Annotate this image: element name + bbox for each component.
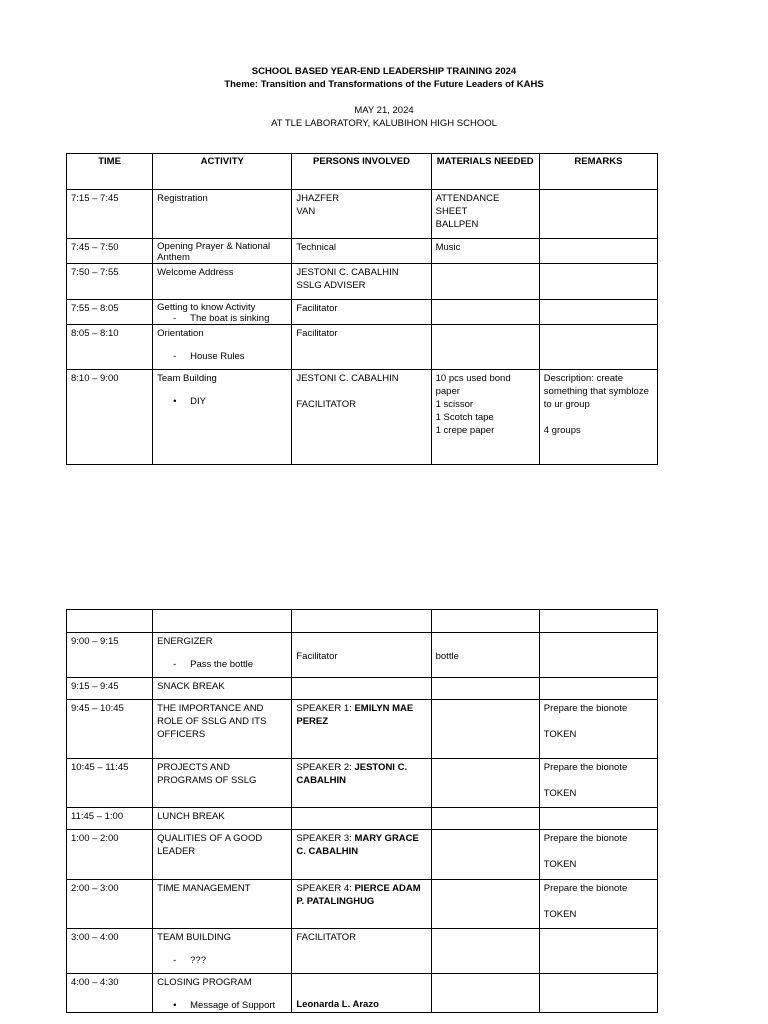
table-row (67, 239, 658, 264)
materials-cell (431, 325, 539, 370)
remarks-cell (539, 370, 657, 465)
time-cell: 9:15 – 9:45 (67, 678, 153, 700)
activity-bullet (157, 395, 287, 408)
material-item: SHEET (435, 206, 468, 217)
activity-cell (153, 929, 292, 974)
remarks-cell (539, 759, 657, 808)
table-row (67, 700, 658, 759)
materials-cell (431, 759, 539, 808)
bullet-icon: • (173, 396, 177, 407)
activity-cell: Registration (153, 190, 292, 239)
table-row (67, 678, 658, 700)
materials-cell (431, 300, 539, 325)
person-name: Leonarda L. Arazo (296, 999, 379, 1010)
activity-cell (153, 325, 292, 370)
time-cell: 10:45 – 11:45 (67, 759, 153, 808)
table-row (67, 759, 658, 808)
activity-bullet-text: Message of Support (190, 1000, 276, 1011)
activity-title: TEAM BUILDING (157, 932, 232, 943)
activity-subitem-text: The boat is sinking (190, 313, 270, 324)
column-header-activity: ACTIVITY (153, 154, 292, 190)
activity-cell: LUNCH BREAK (153, 808, 292, 830)
bullet-icon: • (173, 1000, 177, 1011)
remark-text: Prepare the bionote (543, 703, 628, 714)
remarks-cell (539, 190, 657, 239)
dash-icon: - (173, 313, 177, 324)
materials-cell (431, 264, 539, 300)
speaker-name: PIERCE ADAM P. PATALINGHUG (296, 883, 421, 907)
column-header-persons: PERSONS INVOLVED (292, 154, 431, 190)
persons-cell: Facilitator (292, 300, 431, 325)
table-row (67, 264, 658, 300)
materials-cell (431, 929, 539, 974)
person-name: JHAZFER (296, 193, 340, 204)
material-item: 10 pcs used bond paper (435, 373, 511, 397)
time-cell: 7:15 – 7:45 (67, 190, 153, 239)
remarks-cell (539, 325, 657, 370)
persons-cell (292, 759, 431, 808)
column-header-remarks: REMARKS (539, 154, 657, 190)
person-name: JESTONI C. CABALHIN (296, 267, 399, 278)
time-cell: 8:05 – 8:10 (67, 325, 153, 370)
persons-cell (292, 190, 431, 239)
materials-cell: Music (431, 239, 539, 264)
schedule-table-morning (66, 153, 658, 465)
material-item: ATTENDANCE (435, 193, 500, 204)
persons-cell: Facilitator (292, 325, 431, 370)
activity-title: ENERGIZER (157, 636, 213, 647)
activity-cell: TIME MANAGEMENT (153, 880, 292, 929)
remarks-cell (539, 808, 657, 830)
remarks-cell (539, 830, 657, 880)
activity-bullet (157, 999, 287, 1012)
table-row (67, 633, 658, 678)
table-row (67, 325, 658, 370)
remarks-cell (539, 700, 657, 759)
persons-cell: Facilitator (292, 633, 431, 678)
materials-cell (431, 370, 539, 465)
activity-subitem-text: House Rules (190, 351, 245, 362)
persons-cell (292, 678, 431, 700)
time-cell: 11:45 – 1:00 (67, 808, 153, 830)
table-header-row-empty (67, 610, 658, 633)
material-item: 1 Scotch tape (435, 412, 494, 423)
speaker-name: MARY GRACE C. CABALHIN (296, 833, 419, 857)
document-title: SCHOOL BASED YEAR-END LEADERSHIP TRAINING 2024 (251, 66, 517, 77)
remark-text: TOKEN (543, 859, 577, 870)
table-row (67, 808, 658, 830)
document-date: MAY 21, 2024 (354, 105, 414, 116)
activity-bullet-text: DIY (190, 396, 206, 407)
remark-text: Prepare the bionote (543, 762, 628, 773)
remarks-cell (539, 264, 657, 300)
materials-cell (431, 678, 539, 700)
speaker-label: SPEAKER 1: (296, 703, 352, 714)
speaker-name: EMILYN MAE PEREZ (296, 703, 414, 727)
person-role: FACILITATOR (296, 399, 357, 410)
column-header-time: TIME (67, 154, 153, 190)
time-cell: 3:00 – 4:00 (67, 929, 153, 974)
activity-cell: QUALITIES OF A GOOD LEADER (153, 830, 292, 880)
table-row (67, 929, 658, 974)
document-venue: AT TLE LABORATORY, KALUBIHON HIGH SCHOOL (271, 118, 497, 129)
material-item: 1 scissor (435, 399, 474, 410)
table-row (67, 190, 658, 239)
table-row (67, 830, 658, 880)
person-name: JESTONI C. CABALHIN (296, 373, 399, 384)
materials-cell (431, 190, 539, 239)
activity-subitem-text: ??? (190, 955, 206, 966)
activity-cell (153, 974, 292, 1013)
activity-subitem (157, 313, 287, 324)
table-row (67, 974, 658, 1013)
dash-icon: - (173, 351, 177, 362)
dash-icon: - (173, 955, 177, 966)
persons-cell: Technical (292, 239, 431, 264)
time-cell: 1:00 – 2:00 (67, 830, 153, 880)
material-item: 1 crepe paper (435, 425, 495, 436)
activity-title: Orientation (157, 328, 204, 339)
persons-cell (292, 974, 431, 1013)
person-role: SSLG ADVISER (296, 280, 366, 291)
activity-cell: PROJECTS AND PROGRAMS OF SSLG (153, 759, 292, 808)
speaker-label: SPEAKER 2: (296, 762, 352, 773)
materials-cell (431, 974, 539, 1013)
activity-subitem-text: Pass the bottle (190, 659, 253, 670)
activity-cell (153, 370, 292, 465)
activity-subitem (157, 350, 287, 363)
material-item: BALLPEN (435, 219, 479, 230)
schedule-table-afternoon (66, 609, 658, 1013)
time-cell: 2:00 – 3:00 (67, 880, 153, 929)
dash-icon: - (173, 659, 177, 670)
time-cell: 7:45 – 7:50 (67, 239, 153, 264)
remark-text: TOKEN (543, 909, 577, 920)
time-cell: 7:55 – 8:05 (67, 300, 153, 325)
activity-title: CLOSING PROGRAM (157, 977, 252, 988)
remark-text: Description: create something that symbloze to ur group (543, 373, 649, 410)
activity-title: Team Building (157, 373, 217, 384)
column-header-materials: MATERIALS NEEDED (431, 154, 539, 190)
persons-cell (292, 264, 431, 300)
activity-title: Getting to know Activity (157, 302, 256, 313)
activity-cell: SNACK BREAK (153, 678, 292, 700)
remarks-cell (539, 300, 657, 325)
persons-cell: FACILITATOR (292, 929, 431, 974)
remarks-cell (539, 633, 657, 678)
activity-cell: Opening Prayer & National Anthem (153, 239, 292, 264)
time-cell: 4:00 – 4:30 (67, 974, 153, 1013)
remarks-cell (539, 880, 657, 929)
remarks-cell (539, 974, 657, 1013)
activity-cell: THE IMPORTANCE AND ROLE OF SSLG AND ITS OFFICERS (153, 700, 292, 759)
remark-text: TOKEN (543, 729, 577, 740)
table-header-row (67, 154, 658, 190)
remark-text: Prepare the bionote (543, 883, 628, 894)
speaker-label: SPEAKER 3: (296, 833, 352, 844)
remark-text: Prepare the bionote (543, 833, 628, 844)
materials-cell (431, 808, 539, 830)
persons-cell (292, 880, 431, 929)
table-row (67, 370, 658, 465)
person-name: VAN (296, 206, 316, 217)
activity-cell: Welcome Address (153, 264, 292, 300)
materials-cell (431, 700, 539, 759)
activity-subitem (157, 954, 287, 967)
materials-cell (431, 880, 539, 929)
time-cell: 9:45 – 10:45 (67, 700, 153, 759)
persons-cell (292, 830, 431, 880)
time-cell: 8:10 – 9:00 (67, 370, 153, 465)
time-cell: 7:50 – 7:55 (67, 264, 153, 300)
speaker-label: SPEAKER 4: (296, 883, 352, 894)
persons-cell (292, 700, 431, 759)
activity-subitem (157, 658, 287, 671)
document-theme: Theme: Transition and Transformations of the Future Leaders of KAHS (224, 79, 544, 90)
remark-text: TOKEN (543, 788, 577, 799)
table-row (67, 880, 658, 929)
remarks-cell (539, 678, 657, 700)
time-cell: 9:00 – 9:15 (67, 633, 153, 678)
remarks-cell (539, 929, 657, 974)
activity-cell (153, 633, 292, 678)
materials-cell (431, 830, 539, 880)
persons-cell (292, 370, 431, 465)
persons-cell (292, 808, 431, 830)
remarks-cell (539, 239, 657, 264)
activity-cell (153, 300, 292, 325)
remark-text: 4 groups (543, 425, 581, 436)
speaker-name: JESTONI C. CABALHIN (296, 762, 408, 786)
materials-cell: bottle (431, 633, 539, 678)
table-row (67, 300, 658, 325)
